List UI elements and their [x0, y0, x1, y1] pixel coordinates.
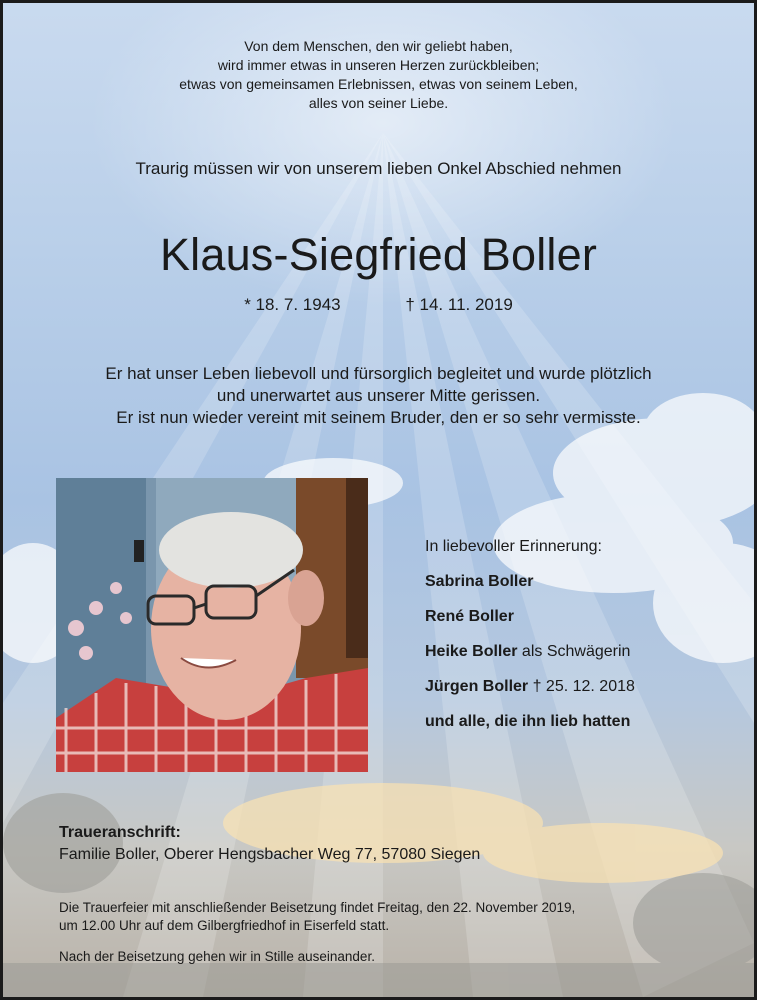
mourner-name: Jürgen Boller — [425, 678, 529, 695]
tribute-text — [3, 363, 754, 429]
mourners-heading: In liebevoller Erinnerung: — [425, 538, 602, 555]
motto-line: Von dem Menschen, den wir geliebt haben, — [244, 38, 513, 54]
life-dates — [3, 295, 754, 315]
mourner-closing: und alle, die ihn lieb hatten — [425, 713, 631, 730]
ceremony-info — [59, 899, 575, 935]
mourner-death-date: † 25. 12. 2018 — [528, 678, 635, 695]
mourning-address — [59, 822, 480, 866]
birth-date: * 18. 7. 1943 — [244, 295, 341, 314]
tribute-line: und unerwartet aus unserer Mitte gerissen. — [216, 386, 541, 405]
motto-line: alles von seiner Liebe. — [308, 95, 449, 111]
ceremony-line: um 12.00 Uhr auf dem Gilbergfriedhof in Eiserfeld statt. — [59, 918, 390, 933]
tribute-line: Er ist nun wieder vereint mit seinem Bruder, den er so sehr vermisste. — [116, 408, 641, 427]
mourner-name: Sabrina Boller — [425, 573, 534, 590]
mourner-name: Heike Boller — [425, 643, 518, 660]
death-date: † 14. 11. 2019 — [405, 295, 513, 314]
mourner-relation: als Schwägerin — [517, 643, 631, 660]
motto-line: etwas von gemeinsamen Erlebnissen, etwas von seinem Leben, — [179, 76, 578, 92]
motto-verse — [3, 37, 754, 113]
address-line: Familie Boller, Oberer Hengsbacher Weg 77, 57080 Siegen — [59, 846, 481, 863]
mourner-name: René Boller — [425, 608, 514, 625]
portrait-photo — [56, 478, 368, 772]
motto-line: wird immer etwas in unseren Herzen zurückbleiben; — [217, 57, 540, 73]
ceremony-line: Die Trauerfeier mit anschließender Beisetzung findet Freitag, den 22. November 2019, — [59, 900, 576, 915]
closing-note: Nach der Beisetzung gehen wir in Stille auseinander. — [59, 949, 375, 964]
intro-line: Traurig müssen wir von unserem lieben Onkel Abschied nehmen — [135, 159, 622, 178]
tribute-line: Er hat unser Leben liebevoll und fürsorglich begleitet und wurde plötzlich — [105, 364, 652, 383]
mourners-list — [425, 529, 635, 739]
deceased-name: Klaus-Siegfried Boller — [159, 229, 598, 280]
address-heading: Traueranschrift: — [59, 824, 181, 841]
